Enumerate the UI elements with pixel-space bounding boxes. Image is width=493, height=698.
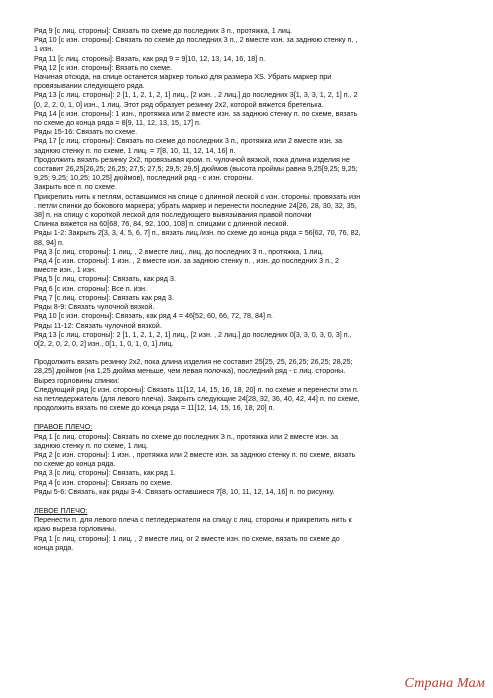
text-line: Ряды 11-12: Связать чулочной вязкой.: [34, 320, 162, 330]
text-line: . петли спинки до бокового маркера; убрать маркер и перенести последние 24[26, 28, 30, 32, 35,: [34, 200, 357, 210]
text-line: Ряд 7 [с лиц. стороны]: Связать как ряд 3.: [34, 292, 174, 302]
text-line: заднюю стенку п. по схеме, 1 лиц. = 7[8, 10, 11, 12, 14, 16] п.: [34, 145, 236, 155]
text-line: [0, 2, 2, 0, 1, 0] изн., 1 лиц. Этот ряд образует резинку 2х2, которой вяжется бретелька.: [34, 99, 324, 109]
text-line: Ряд 17 [с лиц. стороны]: Связать по схеме до последних 3 п., протяжка или 2 вместе изн. за: [34, 136, 342, 146]
text-line: Вырез горловины спинки:: [34, 375, 120, 385]
paragraph-gap: [34, 496, 484, 505]
text-line: вместе изн., 1 изн.: [34, 265, 97, 275]
text-line: ЛЕВОЕ ПЛЕЧО:: [34, 505, 88, 515]
text-line: ПРАВОЕ ПЛЕЧО:: [34, 422, 93, 432]
text-line: Ряд 6 [с изн. стороны]: Все п. изн.: [34, 283, 147, 293]
text-line: конца ряда.: [34, 542, 74, 552]
text-line: Ряд 5 [с лиц. стороны]: Связать, как ряд 3.: [34, 274, 176, 284]
text-line: провязывании следующего ряда.: [34, 81, 145, 91]
text-line: Ряд 13 [с лиц. стороны]: 2 [1, 1, 2, 1, 2, 1] лиц., [2 изн. , 2 лиц.] до последних 0[3, 3, 0, 3, 0, 3] п.,: [34, 329, 352, 339]
text-line: Продолжить вязать резинку 2х2, провязывая кром. п. чулочной вязкой, пока длина изделия не: [34, 154, 350, 164]
site-watermark-logo: [405, 676, 486, 692]
text-line: Ряды 8-9: Связать чулочной вязкой.: [34, 302, 155, 312]
text-line: 9,25; 9,25; 10,25; 10,25] дюймов), последний ряд - с изн. стороны.: [34, 173, 254, 183]
text-line: Ряд 3 [с лиц. стороны]: 1 лиц. , 2 вместе лиц., лиц. до последних 3 п., протяжка, 1 лиц.: [34, 246, 324, 256]
text-line: на петледержатель (для левого плеча). Закрыть следующие 24[28, 32, 36, 40, 42, 44] п. по схеме,: [34, 393, 360, 403]
text-line: Ряд 11 [с лиц. стороны]: Вязать, как ряд 9 = 9[10, 12, 13, 14, 16, 18] п.: [34, 53, 266, 63]
text-line: Ряд 3 [с лиц. стороны]: Связать, как ряд 1.: [34, 468, 176, 478]
text-line: по схеме до конца ряда.: [34, 459, 116, 469]
text-line: 0[2, 2, 0, 2, 0, 2] изн., 0[1, 1, 0, 1, 0, 1] лиц.: [34, 338, 174, 348]
text-line: Ряды 5-6: Связать, как ряды 3-4. Связать оставшиеся 7[8, 10, 11, 12, 14, 16] п. по рисунку.: [34, 486, 335, 496]
text-line: Ряд 14 [с изн. стороны]: 1 изн., протяжка или 2 вместе изн. за заднюю стенку п. по схеме, вязать: [34, 108, 358, 118]
paragraph-gap: [34, 412, 484, 421]
text-line: Ряд 12 [с изн. стороны]: Вязать по схеме.: [34, 62, 173, 72]
text-line: Ряд 2 [с изн. стороны]: 1 изн. , протяжка или 2 вместе изн. за заднюю стенку п. по схеме, вязать: [34, 449, 356, 459]
text-line: Ряд 10 [с изн. стороны]: Связать по схеме до последних 3 п., 2 вместе изн. за заднюю стенку п. ,: [34, 35, 358, 45]
paragraph-gap: [34, 348, 484, 357]
text-line: 38] п. на спицу с короткой леской для последующего вывязывания правой полочки: [34, 210, 312, 220]
text-line: Прикрепить нить к петлям, оставшимся на спице с длинной леской с изн. стороны. провязать изн: [34, 191, 361, 201]
text-line: 88, 94] п.: [34, 237, 64, 247]
text-line: Спинка вяжется на 60[68, 76, 84, 92, 100, 108] п. спицами с длинной леской.: [34, 219, 289, 229]
text-line: Следующий ряд [с изн. стороны]: Связать 11[12, 14, 15, 16, 18, 20] п. по схеме и перенести эти п.: [34, 384, 359, 394]
text-line: Закрыть все п. по схеме.: [34, 182, 117, 192]
text-line: Ряды 1-2: Закрыть 2[3, 3, 4, 5, 6, 7] п., вязать лиц./изн. по схеме до конца ряда = 56[62, 70, 76, 82,: [34, 228, 361, 238]
watermark-text: Страна Мам: [404, 676, 485, 691]
text-line: Ряд 10 [с изн. стороны]: Связать, как ряд 4 = 46[52, 60, 66, 72, 78, 84] п.: [34, 311, 273, 321]
text-line: Ряд 4 [с изн. стороны]: 1 изн. , 2 вместе изн. за заднюю стенку п. , изн. до последних 3 п., 2: [34, 256, 340, 266]
text-line: Ряд 13 [с лиц. стороны]: 2 [1, 1, 2, 1, 2, 1] лиц., [2 изн. , 2 лиц.] до последних 3[1, 3, 3, 1, 2, 1] п., 2: [34, 90, 358, 100]
text-line: краю выреза горловины.: [34, 524, 117, 534]
text-line: продолжить вязать по схеме до конца ряда = 11[12, 14, 15, 16, 18, 20] п.: [34, 403, 275, 413]
text-line: заднюю стенку п. по схеме, 1 лиц.: [34, 440, 148, 450]
text-line: 1 изн.: [34, 44, 54, 54]
document-body: [34, 26, 484, 552]
text-line: Начиная отсюда, на спице останется маркер только для размера XS. Убрать маркер при: [34, 72, 332, 82]
text-line: Ряд 1 [с лиц. стороны]: Связать по схеме до последних 3 п., протяжка или 2 вместе изн. за: [34, 431, 339, 441]
text-line: по схеме до конца ряда = 8[9, 11, 12, 13, 15, 17] п.: [34, 118, 201, 128]
text-line: Ряд 4 [с изн. стороны]: Связать по схеме.: [34, 477, 173, 487]
text-line: Продолжить вязать резинку 2х2, пока длина изделия не составит 25[25, 25, 26,25; 26,25; 28,25;: [34, 357, 353, 367]
text-line: Перенести п. для левого плеча с петледержателя на спицу с лиц. стороны и прикрепить нить к: [34, 515, 352, 525]
text-line: Ряды 15-16: Связать по схеме.: [34, 127, 138, 137]
text-line: Ряд 9 [с лиц. стороны]: Связать по схеме до последних 3 п., протяжка, 1 лиц.: [34, 26, 293, 35]
text-line: Ряд 1 [с лиц. стороны]: 1 лиц. , 2 вместе лиц. ог 2 вместе изн. по схеме, вязать по схеме до: [34, 533, 340, 543]
text-line: составит 26,25[26,25; 26,25; 27,5; 27,5; 29,5; 29,5] дюймов (высота проймы равна 9,25[9,25; 9,25;: [34, 164, 358, 174]
text-line: 28,25] дюймов (на 1,25 дюйма меньше, чем левая полочка), последний ряд - с лиц. стороны.: [34, 366, 346, 376]
